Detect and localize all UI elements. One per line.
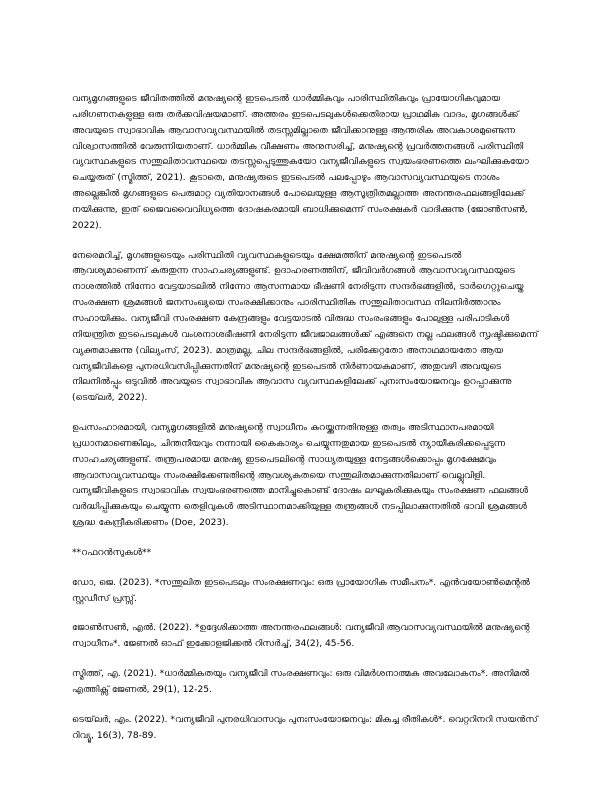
reference-entry-2: ജോൺസൺ, എൽ. (2022). *ഉദ്ദേശിക്കാത്ത അനന്തരഫലങ്ങൾ: വന്യജീവി ആവാസവ്യവസ്ഥയിൽ മനുഷ്യന്റെ സ്വാധീനം*. ജേണൽ ഓഫ് ഇക്കോളജിക്കൽ റിസർച്ച്, 34(2), 45-56. [72, 623, 530, 650]
body-paragraph-2: നേരെമറിച്ച്, മൃഗങ്ങളുടെയും പരിസ്ഥിതി വ്യവസ്ഥകളുടെയും ക്ഷേമത്തിന് മനുഷ്യന്റെ ഇടപെടൽ ആവശ്യമാണെന്ന് കരുതുന്ന സാഹചര്യങ്ങളുണ്ട്. ഉദാഹരണത്തിന്, ജീവിവർഗങ്ങൾ ആവാസവ്യവസ്ഥയുടെ നാശത്തിൽ നിന്നോ വേട്ടയാടലിൽ നിന്നോ ആസന്നമായ ഭീഷണി നേരിടുന്ന സന്ദർഭങ്ങളിൽ, ടാർഗെറ്റുചെയ്ത സംരക്ഷണ ശ്രമങ്ങൾ ജനസംഖ്യയെ സംരക്ഷിക്കാനും പാരിസ്ഥിതിക സന്തുലിതാവസ്ഥ നിലനിർത്താനും സഹായിക്കും. വന്യജീവി സംരക്ഷണ കേന്ദ്രങ്ങളും വേട്ടയാടൽ വിരുദ്ധ സംരംഭങ്ങളും പോലുള്ള പരിപാടികൾ നിയന്ത്രിത ഇടപെടലുകൾ വംശനാശഭീഷണി നേരിടുന്ന ജീവജാലങ്ങൾക്ക് എങ്ങനെ നല്ല ഫലങ്ങൾ സൃഷ്ടിക്കുമെന്ന് വ്യക്തമാക്കുന്നു (വില്യംസ്, 2023). മാത്രമല്ല, ചില സന്ദർഭങ്ങളിൽ, പരിക്കേറ്റതോ അനാഥമായതോ ആയ വന്യജീവികളെ പുനരധിവസിപ്പിക്കുന്നതിന് മനുഷ്യന്റെ ഇടപെടൽ നിർണായകമാണ്, അതുവഴി അവയുടെ നിലനിൽപ്പും ഒടുവിൽ അവയുടെ സ്വാഭാവിക ആവാസ വ്യവസ്ഥകളിലേക്ക് പുനഃസംയോജനവും ഉറപ്പാക്കുന്നു (ടെയ്‌ലർ, 2022). [72, 250, 539, 404]
body-paragraph-1: വന്യമൃഗങ്ങളുടെ ജീവിതത്തിൽ മനുഷ്യന്റെ ഇടപെടൽ ധാർമ്മികവും പാരിസ്ഥിതികവും പ്രായോഗികവുമായ പരിഗണനകളുള്ള ഒരു തർക്കവിഷയമാണ്. അത്തരം ഇടപെടലുകൾക്കെതിരായ പ്രാഥമിക വാദം, മൃഗങ്ങൾക്ക് അവയുടെ സ്വാഭാവിക ആവാസവ്യവസ്ഥയിൽ തടസ്സമില്ലാതെ ജീവിക്കാനുള്ള ആന്തരിക അവകാശമുണ്ടെന്ന വിശ്വാസത്തിൽ വേരുന്നിയതാണ്. ധാർമ്മിക വീക്ഷണം അനുസരിച്ച്, മനുഷ്യന്റെ പ്രവർത്തനങ്ങൾ പരിസ്ഥിതി വ്യവസ്ഥകളുടെ സന്തുലിതാവസ്ഥയെ തടസ്സപ്പെടുത്തുകയോ വന്യജീവികളുടെ സ്വയംഭരണത്തെ ലംഘിക്കുകയോ ചെയ്യരുത് (സ്മിത്ത്, 2021). കൂടാതെ, മനുഷ്യരുടെ ഇടപെടൽ പലപ്പോഴും ആവാസവ്യവസ്ഥയുടെ നാശം അല്ലെങ്കിൽ മൃഗങ്ങളുടെ പെരുമാറ്റ വ്യതിയാനങ്ങൾ പോലെയുള്ള ആസൂത്രിതമല്ലാത്ത അനന്തരഫലങ്ങളിലേക്ക് നയിക്കുന്നു, ഇത് ജൈവവൈവിധ്യത്തെ ദോഷകരമായി ബാധിക്കുമെന്ന് സംരക്ഷകർ വാദിക്കുന്നു (ജോൺസൺ, 2022). [72, 94, 529, 231]
reference-entry-4: ടെയ്‌ലർ, എം. (2022). *വന്യജീവി പുനരധിവാസവും പുനഃസംയോജനവും: മികച്ച രീതികൾ*. വെറ്ററിനറി സയൻസ് റിവ്യൂ, 16(3), 78-89. [72, 714, 538, 741]
document-body [72, 92, 540, 745]
reference-entry-1: ഡോ, ജെ. (2023). *സന്തുലിത ഇടപെടലും സംരക്ഷണവും: ഒരു പ്രായോഗിക സമീപനം*. എൻവയോൺമെന്റൽ സ്റ്റഡീസ് പ്രസ്സ്. [72, 577, 530, 604]
body-paragraph-3: ഉപസംഹാരമായി, വന്യമൃഗങ്ങളിൽ മനുഷ്യന്റെ സ്വാധീനം കുറയ്ക്കുന്നതിനുള്ള തത്വം അടിസ്ഥാനപരമായി പ്രധാനമാണെങ്കിലും, ചിന്തനീയവും നന്നായി കൈകാര്യം ചെയ്യുന്നതുമായ ഇടപെടൽ ന്യായീകരിക്കപ്പെടുന്ന സാഹചര്യങ്ങളുണ്ട്. തന്ത്രപരമായ മനുഷ്യ ഇടപെടലിന്റെ സാധ്യതയുള്ള നേട്ടങ്ങൾക്കൊപ്പം മൃഗക്ഷേമവും ആവാസവ്യവസ്ഥയും സംരക്ഷിക്കേണ്ടതിന്റെ ആവശ്യകതയെ സന്തുലിതമാക്കുന്നതിലാണ് വെല്ലുവിളി. വന്യജീവികളുടെ സ്വാഭാവിക സ്വയംഭരണത്തെ മാനിച്ചുകൊണ്ട് ദോഷം ലഘൂകരിക്കുകയും സംരക്ഷണ ഫലങ്ങൾ വർദ്ധിപ്പിക്കുകയും ചെയ്യുന്ന തെളിവുകൾ അടിസ്ഥാനമാക്കിയുള്ള തന്ത്രങ്ങൾ നടപ്പിലാക്കുന്നതിൽ ഭാവി ശ്രമങ്ങൾ ശ്രദ്ധ കേന്ദ്രീകരിക്കണം (Doe, 2023). [72, 423, 529, 529]
reference-entry-3: സ്മിത്ത്, എ. (2021). *ധാർമ്മികതയും വന്യജീവി സംരക്ഷണവും: ഒരു വിമർശനാത്മക അവലോകനം*. അനിമൽ എത്തിക്സ് ജേണൽ, 29(1), 12-25. [72, 669, 530, 695]
references-heading: **റഫറൻസുകൾ** [72, 547, 152, 558]
